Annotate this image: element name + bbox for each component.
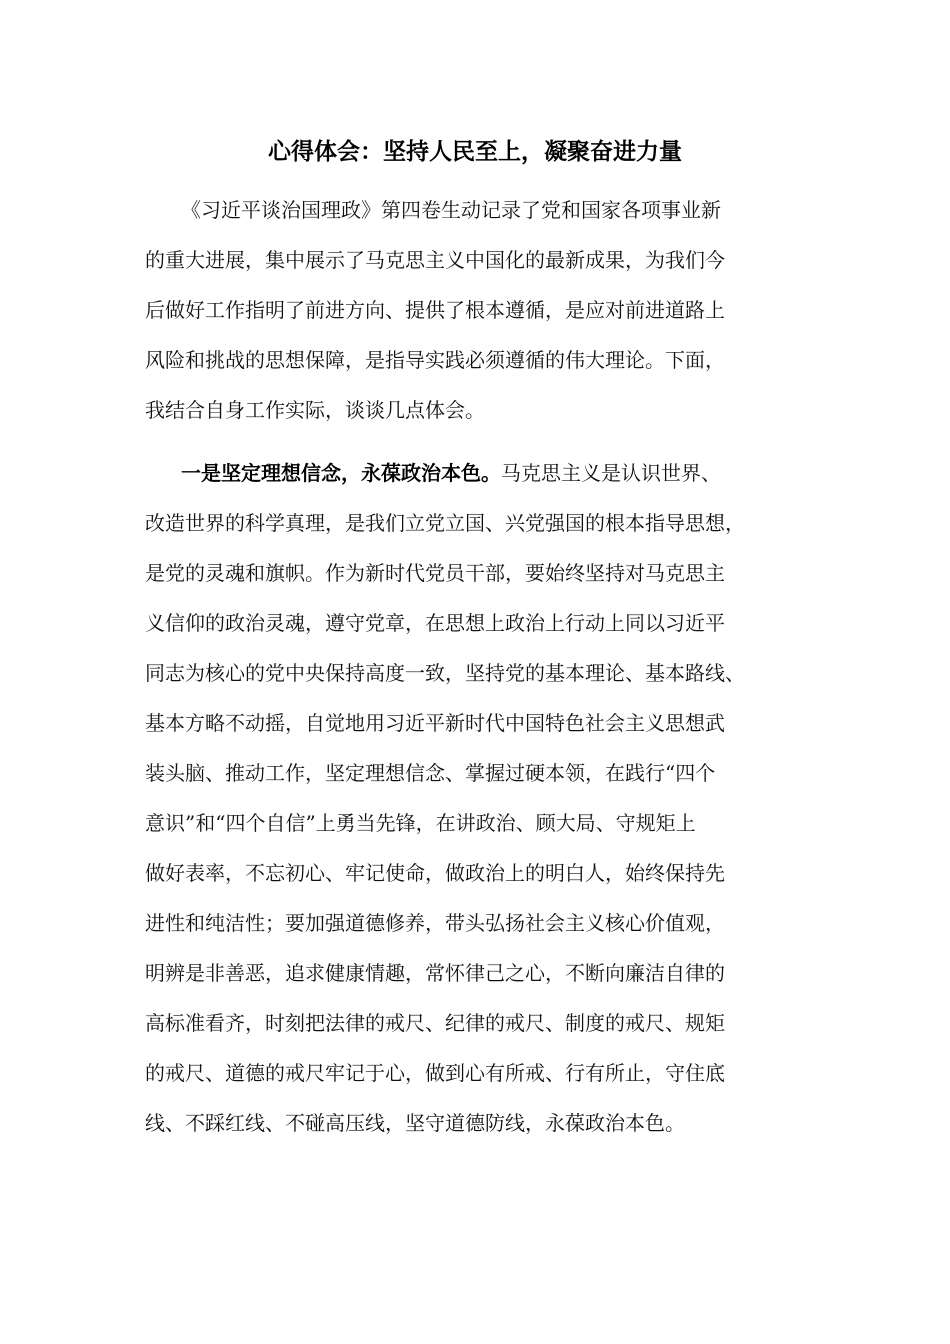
intro-paragraph xyxy=(145,185,815,435)
paragraph-line: 做好表率，不忘初心、牢记使命，做政治上的明白人，始终保持先 xyxy=(145,861,725,885)
paragraph-line: 我结合自身工作实际，谈谈几点体会。 xyxy=(145,398,485,422)
paragraph-first-line xyxy=(145,448,815,498)
paragraph-line: 风险和挑战的思想保障，是指导实践必须遵循的伟大理论。下面， xyxy=(145,348,725,372)
paragraph-line: 同志为核心的党中央保持高度一致，坚持党的基本理论、基本路线、 xyxy=(145,661,745,685)
paragraph-line: 装头脑、推动工作，坚定理想信念、掌握过硬本领，在践行“四个 xyxy=(145,761,716,785)
paragraph-line: 是党的灵魂和旗帜。作为新时代党员干部，要始终坚持对马克思主 xyxy=(145,561,725,585)
paragraph-line: 明辨是非善恶，追求健康情趣，常怀律己之心，不断向廉洁自律的 xyxy=(145,961,725,985)
section-one-paragraph xyxy=(145,448,815,1148)
paragraph-line: 基本方略不动摇，自觉地用习近平新时代中国特色社会主义思想武 xyxy=(145,711,725,735)
paragraph-line: 义信仰的政治灵魂，遵守党章，在思想上政治上行动上同以习近平 xyxy=(145,611,725,635)
paragraph-line: 线、不踩红线、不碰高压线，坚守道德防线，永葆政治本色。 xyxy=(145,1111,685,1135)
paragraph-line: 的戒尺、道德的戒尺牢记于心，做到心有所戒、行有所止，守住底 xyxy=(145,1061,725,1085)
paragraph-line: 意识”和“四个自信”上勇当先锋，在讲政治、顾大局、守规矩上 xyxy=(145,811,696,835)
paragraph-line: 的重大进展，集中展示了马克思主义中国化的最新成果，为我们今 xyxy=(145,248,725,272)
paragraph-line: 后做好工作指明了前进方向、提供了根本遵循，是应对前进道路上 xyxy=(145,298,725,322)
document-title: 心得体会：坚持人民至上，凝聚奋进力量 xyxy=(268,139,682,165)
section-heading: 一是坚定理想信念，永葆政治本色。 xyxy=(181,461,501,485)
paragraph-line: 《习近平谈治国理政》第四卷生动记录了党和国家各项事业新 xyxy=(181,198,721,222)
paragraph-line: 进性和纯洁性；要加强道德修养，带头弘扬社会主义核心价值观， xyxy=(145,911,725,935)
paragraph-line: 高标准看齐，时刻把法律的戒尺、纪律的戒尺、制度的戒尺、规矩 xyxy=(145,1011,725,1035)
paragraph-line-rest: 马克思主义是认识世界、 xyxy=(501,461,721,485)
paragraph-line: 改造世界的科学真理，是我们立党立国、兴党强国的根本指导思想， xyxy=(145,511,745,535)
